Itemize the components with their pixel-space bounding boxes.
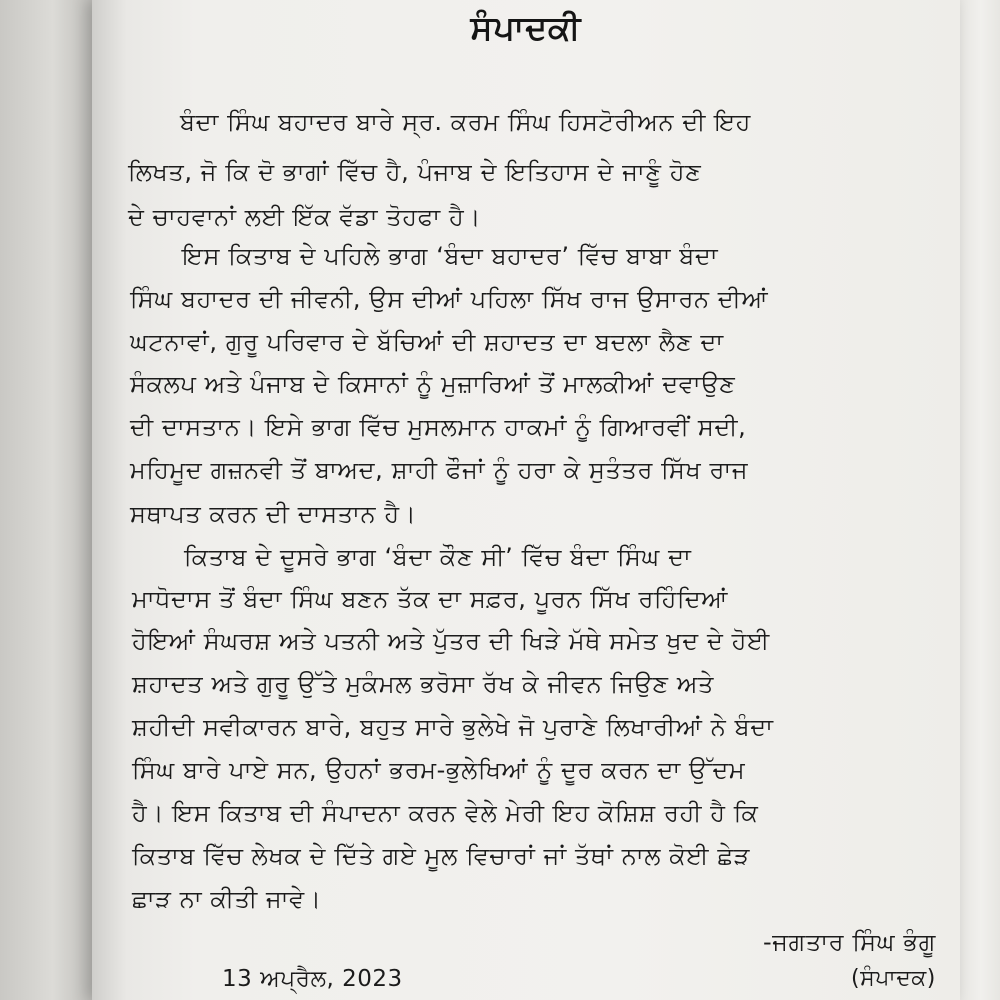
- book-page: [92, 0, 960, 1000]
- text-line: ਕਿਤਾਬ ਵਿੱਚ ਲੇਖਕ ਦੇ ਦਿੱਤੇ ਗਏ ਮੂਲ ਵਿਚਾਰਾਂ ਜਾਂ ਤੱਥਾਂ ਨਾਲ ਕੋਈ ਛੇੜ: [132, 842, 750, 870]
- text-line: ਦੀ ਦਾਸਤਾਨ। ਇਸੇ ਭਾਗ ਵਿੱਚ ਮੁਸਲਮਾਨ ਹਾਕਮਾਂ ਨੂੰ ਗਿਆਰਵੀਂ ਸਦੀ,: [130, 413, 747, 441]
- text-line: ਸੰਕਲਪ ਅਤੇ ਪੰਜਾਬ ਦੇ ਕਿਸਾਨਾਂ ਨੂੰ ਮੁਜ਼ਾਰਿਆਂ ਤੋਂ ਮਾਲਕੀਆਂ ਦਵਾਉਣ: [130, 370, 736, 398]
- text-line: ਬੰਦਾ ਸਿੰਘ ਬਹਾਦਰ ਬਾਰੇ ਸ੍ਰ. ਕਰਮ ਸਿੰਘ ਹਿਸਟੋਰੀਅਨ ਦੀ ਇਹ: [180, 108, 751, 136]
- text-line: ਸਿੰਘ ਬਹਾਦਰ ਦੀ ਜੀਵਨੀ, ਉਸ ਦੀਆਂ ਪਹਿਲਾ ਸਿੱਖ ਰਾਜ ਉਸਾਰਨ ਦੀਆਂ: [130, 285, 769, 313]
- text-line: ਸ਼ਹੀਦੀ ਸਵੀਕਾਰਨ ਬਾਰੇ, ਬਹੁਤ ਸਾਰੇ ਭੁਲੇਖੇ ਜੋ ਪੁਰਾਣੇ ਲਿਖਾਰੀਆਂ ਨੇ ਬੰਦਾ: [132, 713, 774, 741]
- text-line: ਸ਼ਹਾਦਤ ਅਤੇ ਗੁਰੂ ਉੱਤੇ ਮੁਕੰਮਲ ਭਰੋਸਾ ਰੱਖ ਕੇ ਜੀਵਨ ਜਿਉਣ ਅਤੇ: [132, 670, 715, 698]
- previous-page-edge: [0, 0, 96, 1000]
- text-line: ਮਾਧੋਦਾਸ ਤੋਂ ਬੰਦਾ ਸਿੰਘ ਬਣਨ ਤੱਕ ਦਾ ਸਫ਼ਰ, ਪੂਰਨ ਸਿੱਖ ਰਹਿੰਦਿਆਂ: [132, 585, 729, 613]
- text-line: ਹੈ। ਇਸ ਕਿਤਾਬ ਦੀ ਸੰਪਾਦਨਾ ਕਰਨ ਵੇਲੇ ਮੇਰੀ ਇਹ ਕੋਸ਼ਿਸ਼ ਰਹੀ ਹੈ ਕਿ: [132, 799, 759, 827]
- text-line: ਮਹਿਮੂਦ ਗਜ਼ਨਵੀ ਤੋਂ ਬਾਅਦ, ਸ਼ਾਹੀ ਫੌਜਾਂ ਨੂੰ ਹਰਾ ਕੇ ਸੁਤੰਤਰ ਸਿੱਖ ਰਾਜ: [130, 456, 749, 484]
- text-line: ਕਿਤਾਬ ਦੇ ਦੂਸਰੇ ਭਾਗ ‘ਬੰਦਾ ਕੌਣ ਸੀ’ ਵਿੱਚ ਬੰਦਾ ਸਿੰਘ ਦਾ: [184, 543, 692, 571]
- text-line: ਘਟਨਾਵਾਂ, ਗੁਰੂ ਪਰਿਵਾਰ ਦੇ ਬੱਚਿਆਂ ਦੀ ਸ਼ਹਾਦਤ ਦਾ ਬਦਲਾ ਲੈਣ ਦਾ: [130, 328, 724, 356]
- text-line: ਸਥਾਪਤ ਕਰਨ ਦੀ ਦਾਸਤਾਨ ਹੈ।: [130, 500, 417, 528]
- page-title: ਸੰਪਾਦਕੀ: [470, 8, 582, 47]
- text-line: ਹੋਇਆਂ ਸੰਘਰਸ਼ ਅਤੇ ਪਤਨੀ ਅਤੇ ਪੁੱਤਰ ਦੀ ਖਿੜੇ ਮੱਥੇ ਸਮੇਤ ਖੁਦ ਦੇ ਹੋਈ: [132, 627, 770, 655]
- editor-signature: -ਜਗਤਾਰ ਸਿੰਘ ਭੰਗੂ: [763, 928, 936, 956]
- text-line: ਇਸ ਕਿਤਾਬ ਦੇ ਪਹਿਲੇ ਭਾਗ ‘ਬੰਦਾ ਬਹਾਦਰ’ ਵਿੱਚ ਬਾਬਾ ਬੰਦਾ: [182, 242, 719, 270]
- text-line: ਸਿੰਘ ਬਾਰੇ ਪਾਏ ਸਨ, ਉਹਨਾਂ ਭਰਮ-ਭੁਲੇਖਿਆਂ ਨੂੰ ਦੂਰ ਕਰਨ ਦਾ ਉੱਦਮ: [132, 756, 746, 784]
- editor-role: (ਸੰਪਾਦਕ): [851, 966, 936, 991]
- text-line: ਦੇ ਚਾਹਵਾਨਾਂ ਲਈ ਇੱਕ ਵੱਡਾ ਤੋਹਫਾ ਹੈ।: [128, 203, 482, 231]
- publication-date: 13 ਅਪ੍ਰੈਲ, 2023: [222, 966, 403, 992]
- text-line: ਲਿਖਤ, ਜੋ ਕਿ ਦੋ ਭਾਗਾਂ ਵਿੱਚ ਹੈ, ਪੰਜਾਬ ਦੇ ਇਤਿਹਾਸ ਦੇ ਜਾਣੂੰ ਹੋਣ: [128, 158, 702, 186]
- text-line: ਛਾੜ ਨਾ ਕੀਤੀ ਜਾਵੇ।: [132, 885, 322, 913]
